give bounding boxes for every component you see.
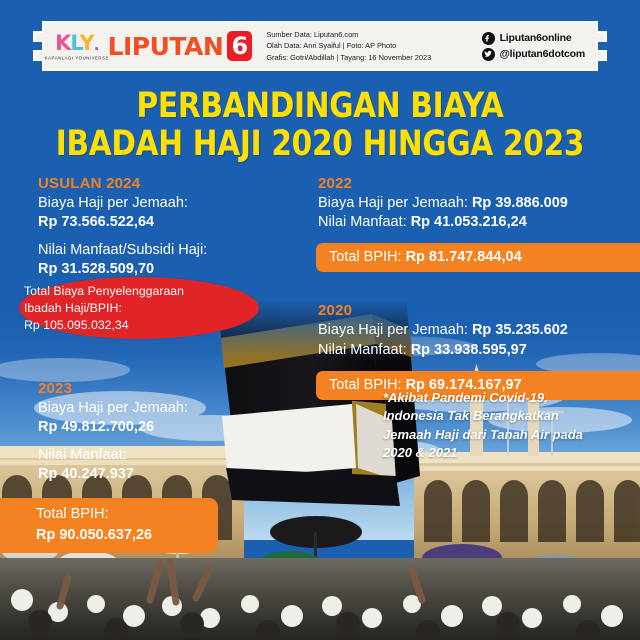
year-2020-total-value: Rp 69.174.167,97	[405, 376, 522, 393]
footnote-line-4: 2020 & 2021	[383, 445, 458, 461]
twitter-icon	[482, 48, 495, 61]
footnote-line-1: *Akibat Pandemi Covid-19,	[383, 390, 548, 405]
kly-logo	[44, 30, 109, 61]
year-2023-row-0-label: Biaya Haji per Jemaah:	[38, 399, 188, 416]
year-2020-row-1-value: Rp 33.938.595,97	[410, 341, 527, 358]
section-usulan-2024	[38, 175, 298, 280]
year-2020-heading: 2020	[318, 302, 353, 320]
kly-tagline: KAPANLAGI YOUNIVERSE	[44, 54, 109, 61]
year-2022-row-1	[318, 213, 640, 232]
credit-line-graphics: Grafis: Gotri/Abdillah | Tayang: 16 November 2023	[266, 52, 432, 62]
liputan-wordmark: LIPUTAN	[107, 31, 224, 61]
year-2020-row-1-label: Nilai Manfaat:	[318, 341, 411, 358]
total-bpih-ellipse-text	[24, 283, 239, 334]
year-2022-row-0-label: Biaya Haji per Jemaah:	[318, 195, 472, 211]
year-2022-row-1-value: Rp 41.053.216,24	[410, 214, 527, 231]
title-line-1: PERBANDINGAN BIAYA	[136, 86, 504, 126]
credits-block	[266, 29, 481, 63]
title-line-2: IBADAH HAJI 2020 HINGGA 2023	[55, 123, 585, 164]
usulan-2024-row-0-value: Rp 73.566.522,64	[38, 214, 155, 231]
ellipse-line-1: Total Biaya Penyelenggaraan	[24, 284, 184, 298]
footnote-line-3: Jemaah Haji dari Tanah Air pada	[383, 426, 583, 442]
liputan-six-badge: 6	[227, 31, 252, 61]
year-2023-heading: 2023	[38, 379, 73, 397]
year-2023-total-bpih-pill	[0, 498, 218, 553]
usulan-2024-heading: USULAN 2024	[38, 175, 141, 192]
ellipse-line-2: Ibadah Haji/BPIH:	[24, 300, 122, 315]
social-twitter[interactable]	[482, 48, 585, 61]
year-2023-total-value: Rp 90.050.637,26	[36, 527, 153, 544]
usulan-2024-row-1-value: Rp 31.528.509,70	[38, 261, 155, 278]
year-2023-row-0-value: Rp 49.812.700,26	[38, 418, 155, 435]
page-title	[0, 88, 640, 164]
year-2020-row-1	[318, 341, 640, 360]
year-2022-total-value: Rp 81.747.844,04	[405, 249, 522, 266]
year-2020-row-0-value: Rp 35.235.602	[471, 322, 568, 339]
social-facebook[interactable]	[482, 32, 585, 45]
year-2022-row-1-label: Nilai Manfaat:	[318, 214, 411, 231]
right-column	[318, 175, 640, 400]
year-2022-total-label: Total BPIH:	[329, 249, 406, 266]
usulan-2024-row-0-label: Biaya Haji per Jemaah:	[38, 195, 188, 211]
year-2022-row-0-value: Rp 39.886.009	[471, 195, 568, 211]
credit-line-data: Olah Data: Anri Syaiful | Foto: AP Photo	[266, 41, 397, 51]
year-2022-heading: 2022	[318, 175, 353, 192]
footnote	[383, 389, 633, 463]
year-2022-row-0	[318, 194, 640, 213]
header-banner	[33, 21, 607, 71]
facebook-icon	[482, 32, 495, 45]
year-2020-row-0	[318, 321, 640, 340]
twitter-handle: @liputan6dotcom	[499, 48, 585, 60]
section-2022	[318, 175, 640, 272]
year-2020-total-label: Total BPIH:	[329, 376, 406, 393]
spacer	[38, 232, 298, 241]
section-2023	[38, 380, 298, 554]
footnote-line-2: Indonesia Tak Berangkatkan	[383, 408, 559, 424]
year-2020-row-0-label: Biaya Haji per Jemaah:	[318, 322, 472, 339]
social-links	[482, 32, 585, 61]
credit-line-source: Sumber Data: Liputan6.com	[266, 29, 359, 39]
section-2020	[318, 302, 640, 399]
year-2023-row-1-value: Rp 40.247.937	[38, 465, 134, 482]
kly-wordmark: KLY.	[55, 30, 99, 55]
facebook-handle: Liputan6online	[499, 32, 572, 44]
year-2022-total-bpih-pill	[316, 243, 640, 272]
left-column	[38, 175, 298, 553]
spacer	[38, 437, 298, 446]
ellipse-line-3: Rp 105.095.032,34	[24, 317, 129, 332]
year-2023-row-1-label: Nilai Manfaat:	[38, 446, 127, 463]
year-2023-total-label: Total BPIH:	[36, 506, 109, 522]
usulan-2024-row-1-label: Nilai Manfaat/Subsidi Haji:	[38, 242, 208, 259]
